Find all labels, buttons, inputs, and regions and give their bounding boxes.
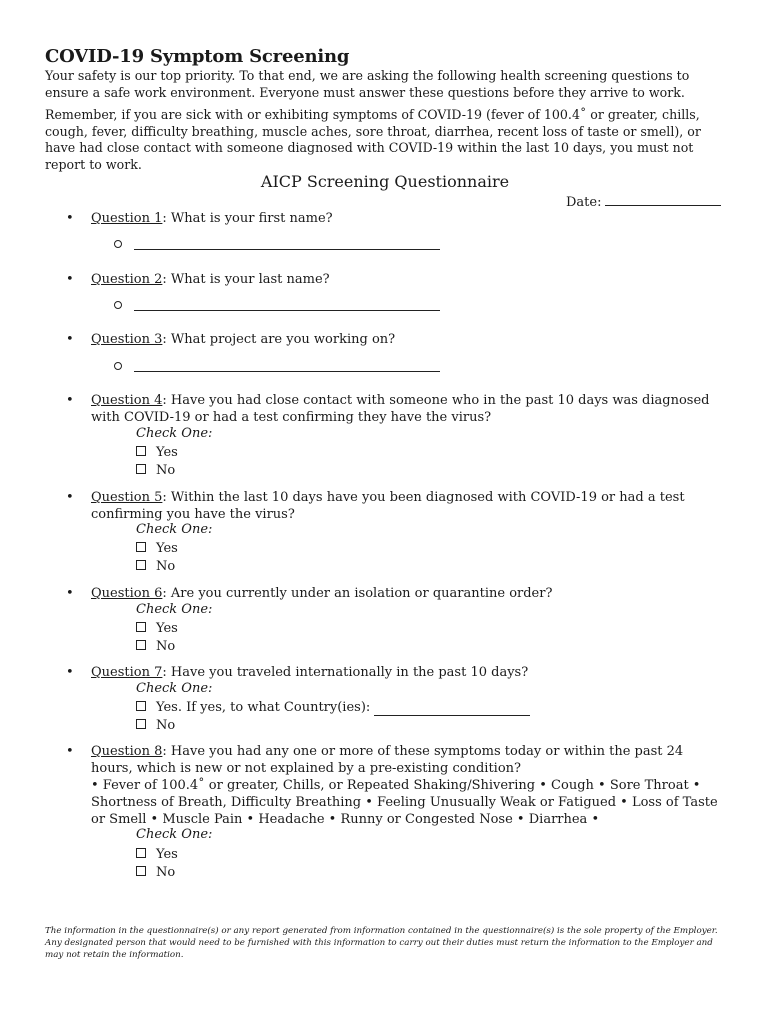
checkbox-icon[interactable] [136, 848, 146, 858]
question-text: : Have you traveled internationally in the past 10 days? [162, 665, 529, 680]
symptom-list: • Fever of 100.4˚ or greater, Chills, or Repeated Shaking/Shivering • Cough • Sore Throat • Shortness of Breath, Difficulty Breathing • Feeling Unusually Weak or Fatigued • Loss of Taste or Smell • Muscle Pain • Headache • Runny or Congested Nose • Diarrhea • [91, 778, 718, 827]
answer-line-1 [114, 236, 440, 250]
option-label: Yes [156, 621, 178, 636]
question-label: Question 2 [91, 272, 163, 287]
checkbox-icon[interactable] [136, 640, 146, 650]
q8-option-no[interactable] [136, 864, 175, 881]
question-label: Question 8 [91, 744, 163, 759]
page-title: COVID-19 Symptom Screening [45, 46, 350, 67]
answer-line-3 [114, 358, 440, 372]
intro-paragraph: Your safety is our top priority. To that end, we are asking the following health screening questions to ensure a safe work environment. Everyone must answer these questions before they arrive to work. [45, 68, 690, 100]
question-text: : Have you had any one or more of these symptoms today or within the past 24 hours, which is new or not explained by a pre-existing condition? [91, 744, 684, 776]
option-label: No [156, 639, 176, 654]
q7-option-no[interactable] [136, 717, 175, 734]
q4-option-no[interactable] [136, 462, 175, 479]
bullet-icon: • [66, 272, 74, 287]
q6-option-no[interactable] [136, 638, 175, 655]
question-label: Question 4 [91, 393, 163, 408]
option-label: Yes. If yes, to what Country(ies): [156, 700, 371, 715]
option-label: No [156, 718, 176, 733]
checkbox-icon[interactable] [136, 560, 146, 570]
question-text: : What is your first name? [162, 211, 333, 226]
date-field [566, 192, 721, 210]
bullet-icon: • [66, 490, 74, 505]
checkbox-icon[interactable] [136, 701, 146, 711]
last-name-input[interactable] [134, 298, 440, 311]
question-label: Question 7 [91, 665, 163, 680]
check-one-label: Check One: [136, 522, 213, 537]
intro [45, 68, 735, 179]
option-label: Yes [156, 541, 178, 556]
footer-disclaimer: The information in the questionnaire(s) or any report generated from information contained in the questionnaire(s) is the sole property of the Employer. Any designated person that would need to be furnished with this information to carry out their duties must return the information to the Employer and may not retain the information. [45, 926, 718, 960]
question-label: Question 6 [91, 586, 163, 601]
check-one-label: Check One: [136, 426, 213, 441]
questionnaire-title: AICP Screening Questionnaire [260, 172, 510, 191]
question-label: Question 5 [91, 490, 163, 505]
check-one-label: Check One: [136, 827, 213, 842]
question-label: Question 1 [91, 211, 163, 226]
q6-option-yes[interactable] [136, 620, 178, 637]
question-label: Question 3 [91, 332, 163, 347]
intro-paragraph: Remember, if you are sick with or exhibiting symptoms of COVID-19 (fever of 100.4˚ or greater, chills, cough, fever, difficulty breathing, muscle aches, sore throat, diarrhea, recent loss of taste or smell), or have had close contact with someone diagnosed with COVID-19 within the last 10 days, you must not report to work. [45, 107, 701, 172]
question-text: : What project are you working on? [162, 332, 396, 347]
q8-option-yes[interactable] [136, 846, 178, 863]
check-one-label: Check One: [136, 681, 213, 696]
country-input[interactable] [374, 703, 530, 716]
question-text: : What is your last name? [162, 272, 330, 287]
circle-bullet-icon [114, 240, 122, 248]
option-label: Yes [156, 847, 178, 862]
date-label: Date: [566, 195, 602, 210]
first-name-input[interactable] [134, 237, 440, 250]
question-text: : Have you had close contact with someone who in the past 10 days was diagnosed with COVID-19 or had a test confirming they have the virus? [91, 393, 710, 425]
bullet-icon: • [66, 393, 74, 408]
project-input[interactable] [134, 359, 440, 372]
option-label: No [156, 463, 176, 478]
question-text: : Are you currently under an isolation or quarantine order? [162, 586, 553, 601]
bullet-icon: • [66, 332, 74, 347]
bullet-icon: • [66, 211, 74, 226]
bullet-icon: • [66, 744, 74, 759]
answer-line-2 [114, 297, 440, 311]
checkbox-icon[interactable] [136, 464, 146, 474]
question-text: : Within the last 10 days have you been diagnosed with COVID-19 or had a test confirming you have the virus? [91, 490, 685, 522]
q4-option-yes[interactable] [136, 444, 178, 461]
bullet-icon: • [66, 586, 74, 601]
circle-bullet-icon [114, 362, 122, 370]
q5-option-no[interactable] [136, 558, 175, 575]
checkbox-icon[interactable] [136, 446, 146, 456]
checkbox-icon[interactable] [136, 866, 146, 876]
check-one-label: Check One: [136, 602, 213, 617]
option-label: No [156, 865, 176, 880]
circle-bullet-icon [114, 301, 122, 309]
bullet-icon: • [66, 665, 74, 680]
option-label: No [156, 559, 176, 574]
date-input-line[interactable] [605, 192, 721, 206]
q5-option-yes[interactable] [136, 540, 178, 557]
checkbox-icon[interactable] [136, 542, 146, 552]
q7-option-yes[interactable] [136, 699, 530, 716]
checkbox-icon[interactable] [136, 719, 146, 729]
option-label: Yes [156, 445, 178, 460]
checkbox-icon[interactable] [136, 622, 146, 632]
